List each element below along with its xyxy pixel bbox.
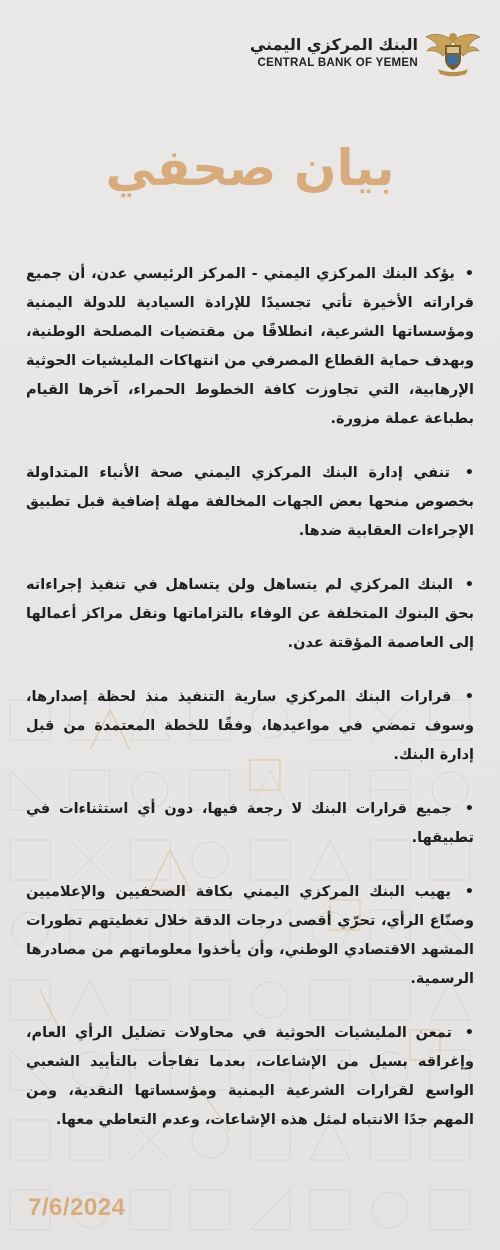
eagle-emblem-icon	[424, 27, 482, 77]
bullet-icon: •	[464, 689, 474, 705]
page-title: بيان صحفي	[105, 139, 395, 197]
release-date: 7/6/2024	[28, 1194, 126, 1221]
statement-item	[26, 571, 474, 658]
statement-text: البنك المركزي لم يتساهل ولن يتساهل في تنفيذ إجراءاته بحق البنوك المتخلفة عن الوفاء بالتزاماتها ونقل مراكز أعمالها إلى العاصمة المؤقتة عدن.	[26, 577, 474, 651]
bullet-icon: •	[464, 266, 474, 282]
statement-text: تمعن المليشيات الحوثية في محاولات تضليل الرأي العام، وإغراقه بسيل من الإشاعات، بعدما تفاجأت بالتأييد الشعبي الواسع لقرارات الشرعية اليمنية ومؤسساتها النقدية، ومن المهم جدًا الانتباه لمثل هذه الإشاعات، وعدم التعاطي معها.	[26, 1025, 474, 1128]
statement-item	[26, 878, 474, 994]
statement-text: يؤكد البنك المركزي اليمني - المركز الرئيسي عدن، أن جميع قراراته الأخيرة تأتي تجسيدًا للإرادة السيادية للدولة اليمنية ومؤسساتها الشرعية، انطلاقًا من مقتضيات المصلحة الوطنية، وبهدف حماية القطاع المصرفي من انتهاكات المليشيات الحوثية الإرهابية، التي تجاوزت كافة الخطوط الحمراء، آخرها القيام بطباعة عملة مزورة.	[26, 266, 474, 427]
statement-text: تنفي إدارة البنك المركزي اليمني صحة الأنباء المتداولة بخصوص منحها بعض الجهات المخالفة مهلة إضافية قبل تطبيق الإجراءات العقابية ضدها.	[26, 465, 474, 539]
bullet-icon: •	[464, 1025, 474, 1041]
statement-text: جميع قرارات البنك لا رجعة فيها، دون أي استثناءات في تطبيقها.	[26, 801, 474, 846]
statement-item	[26, 795, 474, 853]
statement-text: يهيب البنك المركزي اليمني بكافة الصحفيين والإعلاميين وصنّاع الرأي، تحرّي أقصى درجات الدقة خلال تغطيتهم تطورات المشهد الاقتصادي الوطني، وأن يأخذوا معلوماتهم من مصادرها الرسمية.	[26, 884, 474, 987]
statements-list	[26, 260, 474, 1160]
statement-item	[26, 683, 474, 770]
bullet-icon: •	[464, 801, 474, 817]
bullet-icon: •	[464, 577, 474, 593]
bank-name-block	[250, 34, 418, 70]
bank-name-arabic: البنك المركزي اليمني	[249, 35, 418, 54]
statement-item	[26, 260, 474, 434]
statement-item	[26, 1019, 474, 1135]
bank-name-english: CENTRAL BANK OF YEMEN	[257, 57, 418, 69]
statement-item	[26, 459, 474, 546]
bullet-icon: •	[464, 465, 474, 481]
bank-header	[250, 26, 482, 78]
bullet-icon: •	[464, 884, 474, 900]
statement-text: قرارات البنك المركزي سارية التنفيذ منذ لحظة إصدارها، وسوف تمضي في مواعيدها، وفقًا للخطة المعتمدة من قبل إدارة البنك.	[26, 689, 474, 763]
